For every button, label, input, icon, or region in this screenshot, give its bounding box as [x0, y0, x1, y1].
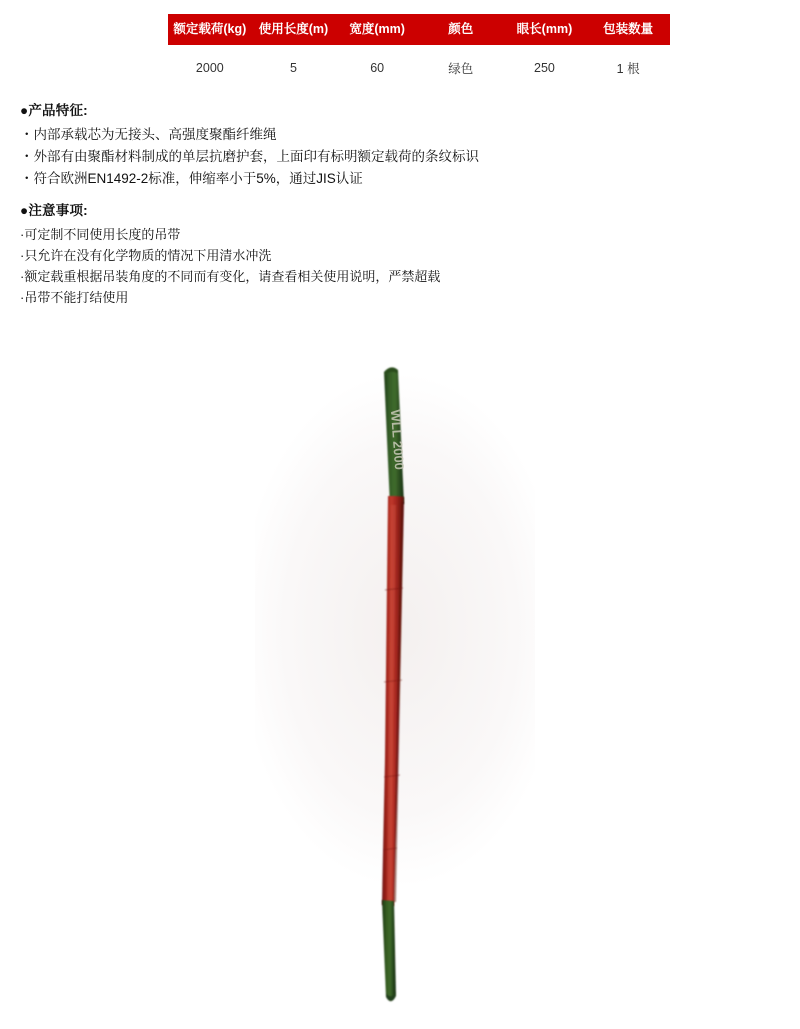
cell-eye-length: 250: [503, 45, 587, 87]
spec-table: [168, 14, 670, 87]
cell-rated-load: 2000: [168, 45, 252, 87]
column-header-working-length: 使用长度(m): [252, 14, 336, 45]
svg-text:WLL 2000: WLL 2000: [387, 409, 408, 471]
column-header-package-qty: 包装数量: [586, 14, 670, 45]
sling-bottom-eye: [382, 900, 396, 1001]
product-features-section: [20, 100, 479, 189]
column-header-width: 宽度(mm): [335, 14, 419, 45]
column-header-rated-load: 额定载荷(kg): [168, 14, 252, 45]
notes-heading: ●注意事项:: [20, 203, 88, 218]
cell-width: 60: [335, 45, 419, 87]
spec-table-container: [168, 14, 670, 87]
sling-red-sleeve: [382, 496, 404, 906]
product-features-heading: ●产品特征:: [20, 103, 88, 118]
cell-package-qty: 1 根: [586, 45, 670, 87]
cell-working-length: 5: [252, 45, 336, 87]
note-line-1: ·可定制不同使用长度的吊带: [20, 226, 181, 242]
table-header-row: [168, 14, 670, 45]
product-photo: [255, 290, 535, 1029]
column-header-eye-length: 眼长(mm): [503, 14, 587, 45]
table-row: [168, 45, 670, 87]
round-sling-illustration: [255, 290, 535, 1029]
feature-line-2: ・外部有由聚酯材料制成的单层抗磨护套，上面印有标明额定载荷的条纹标识: [20, 148, 479, 164]
column-header-color: 颜色: [419, 14, 503, 45]
cell-color: 绿色: [419, 45, 503, 87]
feature-line-1: ・内部承载芯为无接头、高强度聚酯纤维绳: [20, 126, 277, 142]
note-line-2: ·只允许在没有化学物质的情况下用清水冲洗: [20, 247, 272, 263]
note-line-3: ·额定载重根据吊装角度的不同而有变化，请查看相关使用说明，严禁超载: [20, 268, 441, 284]
spec-table-body: [168, 45, 670, 87]
spec-table-head: [168, 14, 670, 45]
note-line-4: ·吊带不能打结使用: [20, 290, 129, 305]
feature-line-3: ・符合欧洲EN1492-2标准，伸缩率小于5%，通过JIS认证: [20, 170, 363, 186]
